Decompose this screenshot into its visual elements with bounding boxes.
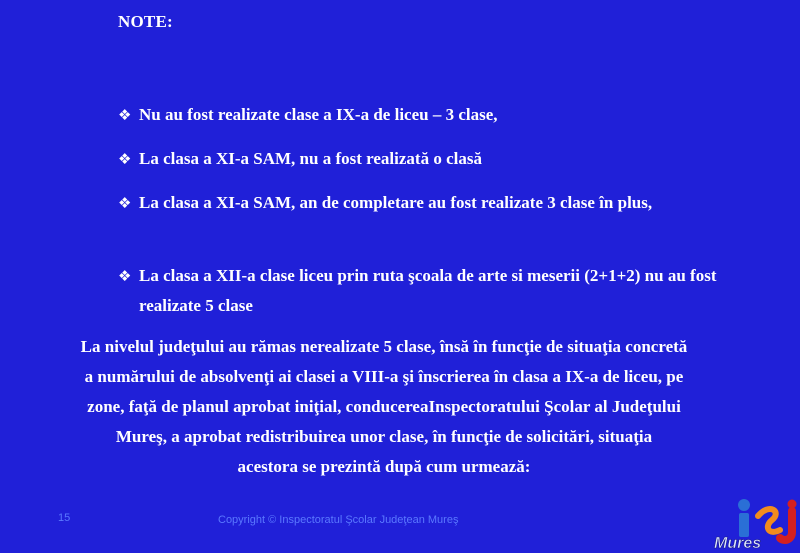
slide-number: 15 — [58, 512, 71, 524]
bullet-text: Nu au fost realizate clase a IX-a de liceu – 3 clase, — [139, 105, 498, 124]
bullet-item — [118, 144, 738, 174]
logo-wordmark: Mures — [714, 535, 762, 552]
bullet-item — [118, 100, 738, 130]
diamond-bullet-icon: ❖ — [118, 150, 132, 168]
isj-logo-icon — [708, 496, 798, 552]
copyright-text: Copyright © Inspectoratul Şcolar Judeţean Mureş — [218, 514, 459, 526]
paragraph-line: zone, faţă de planul aprobat iniţial, conducereaInspectoratului Şcolar al Judeţului — [87, 397, 681, 416]
paragraph-line: Mureş, a aprobat redistribuirea unor clase, în funcţie de solicitări, situaţia — [115, 427, 653, 446]
bullet-text: La clasa a XI-a SAM, nu a fost realizată o clasă — [139, 149, 482, 168]
diamond-bullet-icon: ❖ — [118, 106, 132, 124]
note-title: NOTE: — [118, 12, 173, 31]
bullet-item — [118, 188, 738, 218]
bullet-text: La clasa a XII-a clase liceu prin ruta şcoala de arte si meserii (2+1+2) nu au fost realizate 5 clase — [139, 266, 717, 315]
summary-paragraph — [0, 332, 768, 482]
bullet-item — [118, 261, 718, 321]
paragraph-line: La nivelul judeţului au rămas nerealizate 5 clase, însă în funcţie de situaţia concretă — [80, 337, 688, 356]
diamond-bullet-icon: ❖ — [118, 267, 132, 285]
paragraph-line: a numărului de absolvenţi ai clasei a VIII-a şi înscrierea în clasa a IX-a de liceu, pe — [84, 367, 684, 386]
bullet-text: La clasa a XI-a SAM, an de completare au fost realizate 3 clase în plus, — [139, 193, 653, 212]
paragraph-line: acestora se prezintă după cum urmează: — [237, 457, 531, 476]
diamond-bullet-icon: ❖ — [118, 194, 132, 212]
